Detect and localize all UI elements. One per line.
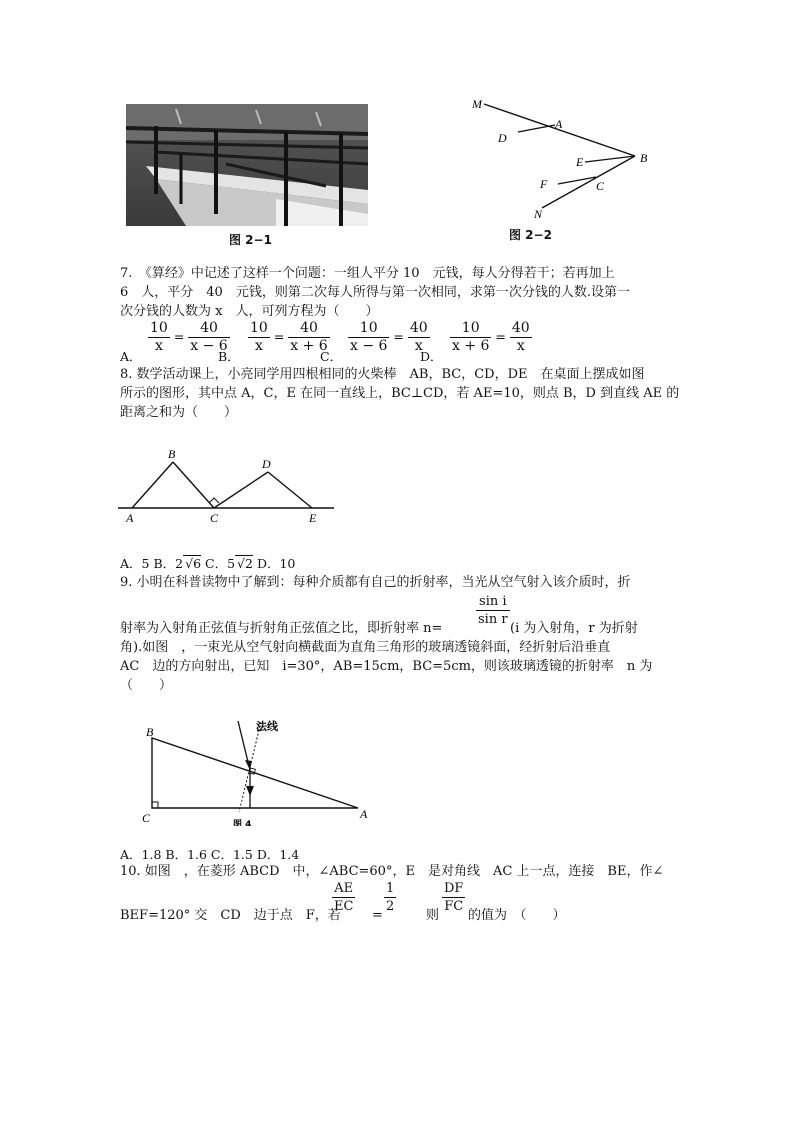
q8-line-1: 8. 数学活动课上，小亮同学用四根相同的火柴棒 AB，BC，CD，DE 在桌面上摆成如图	[120, 367, 645, 382]
q8-figure	[118, 444, 348, 526]
q10-line-2	[120, 880, 720, 924]
fig22-label-n: N	[534, 207, 543, 221]
q9-label-normal: 法线	[256, 720, 278, 733]
q8-line-3: 距离之和为（ ）	[120, 405, 238, 420]
q8-line-2: 所示的图形，其中点 A，C，E 在同一直线上，BC⊥CD，若 AE=10，则点 B，D 到直线 AE 的	[120, 386, 680, 401]
q9-ratio-fraction: $\frac{\text{sin i}}{\text{sin r}}$	[478, 594, 508, 627]
q7-option-b-eq: $\frac{10}{x}$ = $\frac{40}{x + 6}$	[250, 320, 328, 354]
fig22-label-a: A	[555, 117, 563, 131]
q8-label-d: D	[262, 457, 271, 471]
q10-fraction-half: $\frac{1}{2}$	[386, 881, 395, 914]
q10-equals: =	[372, 908, 383, 923]
q9-line-2b: (i 为入射角，r 为折射	[510, 621, 638, 636]
q9-line-2: 射率为入射角正弦值与折射角正弦值之比，即折射率 n=	[120, 621, 443, 636]
q7-line-1: 7. 《算经》中记述了这样一个问题：一组人平分 10 元钱，每人分得若干；若再加上	[120, 266, 615, 281]
fig22-label-d: D	[498, 131, 507, 145]
q8-option-c-radical: √2	[237, 556, 253, 571]
q9-lens-diagram	[138, 716, 378, 826]
q8-option-c: C．5	[205, 556, 236, 571]
fig22-label-m: M	[472, 97, 482, 111]
q9-label-c: C	[142, 811, 151, 825]
q9-figure-caption: 图 4	[233, 820, 252, 826]
q8-option-a: A．5	[120, 556, 150, 571]
q8-option-d: D．10	[256, 556, 296, 571]
fig22-diagram	[460, 92, 660, 228]
q8-option-b: B．2	[153, 556, 184, 571]
fig22-label-f: F	[540, 177, 548, 191]
q9-line-4: AC 边的方向射出，已知 i=30°，AB=15cm，BC=5cm，则该玻璃透镜的折射率 n 为	[120, 659, 653, 674]
figure-2-1-caption: 图 2−1	[229, 233, 272, 247]
q8-label-b: B	[168, 447, 176, 461]
q9-label-a: A	[360, 807, 368, 821]
q8-option-b-radical: √6	[185, 556, 202, 571]
railing-photo	[126, 104, 368, 226]
q8-matchstick-diagram	[118, 444, 348, 526]
q9-line-5: （ ）	[120, 678, 173, 693]
figure-2-2-caption: 图 2−2	[509, 228, 552, 242]
q7-option-c-eq: $\frac{10}{x - 6}$ = $\frac{40}{x}$	[350, 320, 428, 354]
q8-label-c: C	[210, 511, 219, 525]
q7-option-b-label: B．	[218, 349, 240, 364]
q10-fraction-ae-ec: $\frac{AE}{EC}$	[334, 881, 354, 914]
q9-figure	[138, 716, 378, 826]
q9-line-1: 9. 小明在科普读物中了解到：每种介质都有自己的折射率，当光从空气射入该介质时，折	[120, 575, 631, 590]
q10-line-2b: 则	[426, 908, 440, 923]
q9-label-b: B	[146, 725, 154, 739]
q10-line-2a: BEF=120° 交 CD 边于点 F，若	[120, 908, 341, 923]
fig22-label-b: B	[640, 151, 648, 165]
q7-line-3: 次分钱的人数为 x 人，可列方程为（ ）	[120, 304, 379, 319]
fig22-label-c: C	[596, 179, 605, 193]
q9-line-3: 角).如图 ，一束光从空气射向横截面为直角三角形的玻璃透镜斜面，经折射后沿垂直	[120, 640, 611, 655]
q7-options	[120, 320, 720, 362]
q7-option-c-label: C．	[320, 349, 343, 364]
q10-line-1: 10. 如图 ，在菱形 ABCD 中，∠ABC=60°，E 是对角线 AC 上一点，连接 BE，作∠	[120, 864, 664, 879]
q7-line-2: 6 人，平分 40 元钱，则第二次每人所得与第一次相同，求第一次分钱的人数.设第一	[120, 285, 630, 300]
q10-fraction-df-fc: $\frac{DF}{FC}$	[444, 881, 464, 914]
q8-label-e: E	[309, 511, 317, 525]
q9-options: A．1.8 B．1.6 C．1.5 D．1.4	[120, 847, 300, 862]
figure-2-2	[460, 92, 660, 228]
q7-option-a-eq: $\frac{10}{x}$ = $\frac{40}{x - 6}$	[150, 320, 228, 354]
q7-option-d-eq: $\frac{10}{x + 6}$ = $\frac{40}{x}$	[452, 320, 530, 354]
q7-option-a-label: A．	[120, 349, 142, 364]
q10-line-2c: 的值为 （ ）	[468, 908, 566, 923]
q7-option-d-label: D．	[420, 349, 443, 364]
q8-label-a: A	[126, 511, 134, 525]
figure-2-1	[126, 104, 368, 226]
q8-options	[120, 554, 295, 572]
fig22-label-e: E	[576, 155, 584, 169]
